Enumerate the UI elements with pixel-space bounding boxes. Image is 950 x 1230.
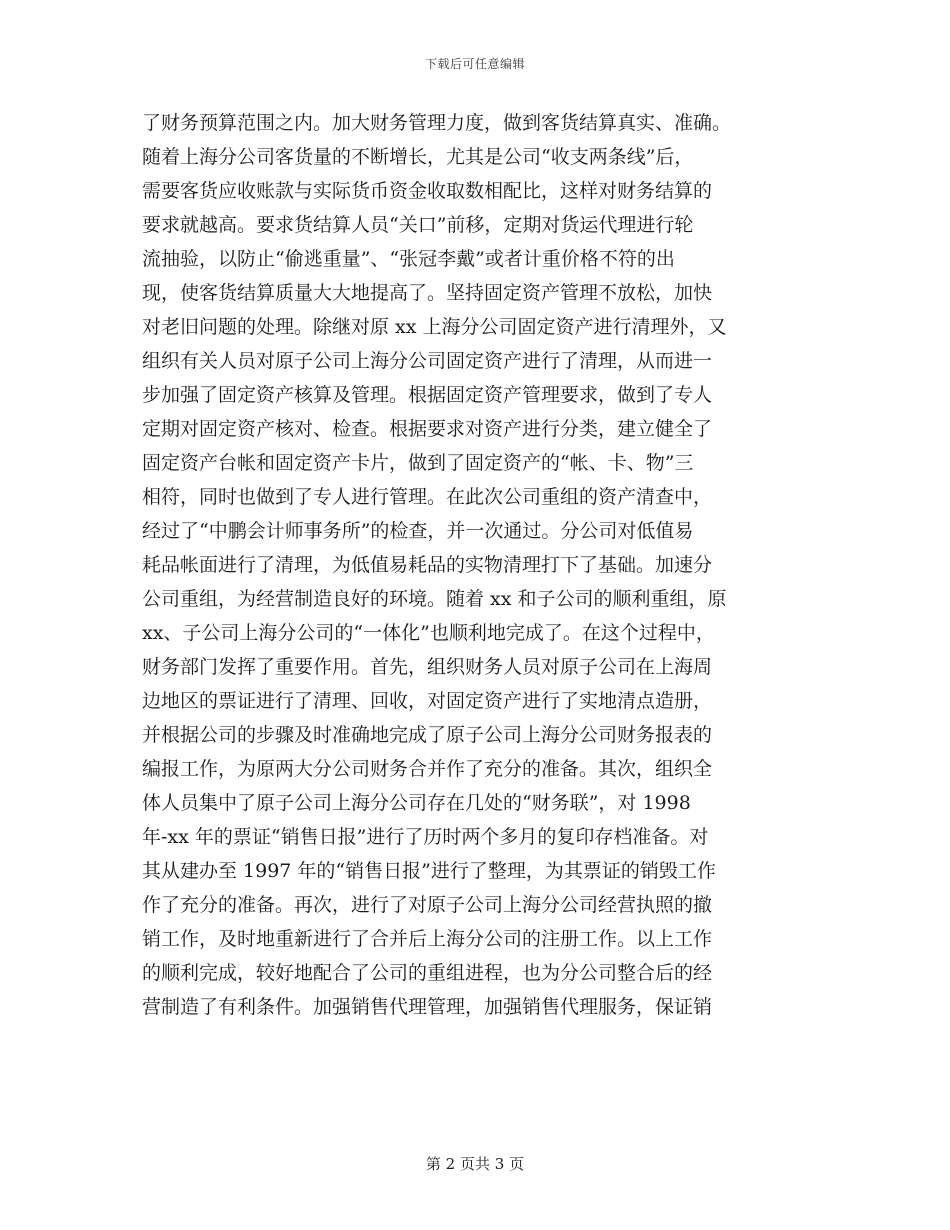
text-line: 现，使客货结算质量大大地提高了。坚持固定资产管理不放松，加快 — [142, 282, 713, 304]
text-line: 固定资产台帐和固定资产卡片，做到了固定资产的“帐、卡、物”三 — [142, 452, 694, 474]
text-line: 对老旧问题的处理。除继对原 xx 上海分公司固定资产进行清理外，又 — [142, 316, 727, 338]
text-line: 边地区的票证进行了清理、回收，对固定资产进行了实地清点造册， — [142, 690, 713, 712]
text-line: 营制造了有利条件。加强销售代理管理，加强销售代理服务，保证销 — [142, 996, 713, 1018]
text-line: xx、子公司上海分公司的“一体化”也顺利地完成了。在这个过程中， — [142, 622, 715, 644]
text-line: 体人员集中了原子公司上海分公司存在几处的“财务联”，对 1998 — [142, 792, 691, 814]
text-line: 相符，同时也做到了专人进行管理。在此次公司重组的资产清查中， — [142, 486, 713, 508]
page-header: 下载后可任意编辑 — [424, 57, 525, 71]
text-line: 组织有关人员对原子公司上海分公司固定资产进行了清理，从而进一 — [142, 350, 713, 372]
text-line: 其从建办至 1997 年的“销售日报”进行了整理，为其票证的销毁工作 — [142, 860, 716, 882]
text-line: 耗品帐面进行了清理，为低值易耗品的实物清理打下了基础。加速分 — [142, 554, 713, 576]
text-line: 财务部门发挥了重要作用。首先，组织财务人员对原子公司在上海周 — [142, 656, 713, 678]
text-line: 了财务预算范围之内。加大财务管理力度，做到客货结算真实、准确。 — [142, 112, 732, 134]
text-line: 要求就越高。要求货结算人员“关口”前移，定期对货运代理进行轮 — [142, 214, 694, 236]
text-line: 作了充分的准备。再次，进行了对原子公司上海分公司经营执照的撤 — [142, 894, 713, 916]
text-line: 经过了“中鹏会计师事务所”的检查，并一次通过。分公司对低值易 — [142, 520, 694, 542]
text-line: 随着上海分公司客货量的不断增长，尤其是公司“收支两条线”后， — [142, 146, 694, 168]
text-line: 并根据公司的步骤及时准确地完成了原子公司上海分公司财务报表的 — [142, 724, 713, 746]
text-line: 需要客货应收账款与实际货币资金收取数相配比，这样对财务结算的 — [142, 180, 713, 202]
text-line: 销工作，及时地重新进行了合并后上海分公司的注册工作。以上工作 — [142, 928, 713, 950]
page-footer: 第 2 页共 3 页 — [425, 1155, 525, 1173]
text-line: 定期对固定资产核对、检查。根据要求对资产进行分类，建立健全了 — [142, 418, 713, 440]
text-line: 公司重组，为经营制造良好的环境。随着 xx 和子公司的顺利重组，原 — [142, 588, 727, 610]
body-paragraph — [142, 106, 808, 1024]
text-line: 编报工作，为原两大分公司财务合并作了充分的准备。其次，组织全 — [142, 758, 713, 780]
text-line: 流抽验，以防止“偷逃重量”、“张冠李戴”或者计重价格不符的出 — [142, 248, 675, 270]
text-line: 的顺利完成，较好地配合了公司的重组进程，也为分公司整合后的经 — [142, 962, 713, 984]
text-line: 步加强了固定资产核算及管理。根据固定资产管理要求，做到了专人 — [142, 384, 713, 406]
text-line: 年-xx 年的票证“销售日报”进行了历时两个多月的复印存档准备。对 — [142, 826, 709, 848]
